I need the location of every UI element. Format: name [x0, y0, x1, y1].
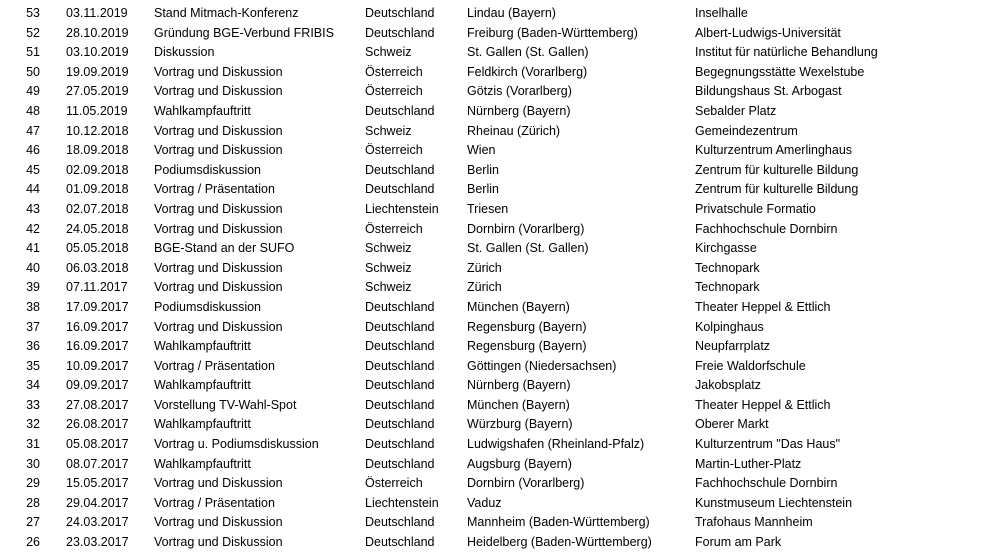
event-type: Vortrag und Diskussion — [154, 515, 283, 530]
event-date: 05.08.2017 — [66, 437, 129, 452]
event-venue: Freie Waldorfschule — [695, 358, 806, 373]
event-number: 40 — [26, 260, 40, 275]
event-date: 02.09.2018 — [66, 162, 129, 177]
event-city: Göttingen (Niedersachsen) — [467, 358, 617, 373]
event-date: 11.05.2019 — [66, 103, 128, 118]
event-country: Liechtenstein — [365, 201, 439, 216]
event-type: Vortrag und Diskussion — [154, 143, 283, 158]
event-type: Gründung BGE-Verbund FRIBIS — [154, 25, 334, 40]
event-date: 07.11.2017 — [66, 280, 128, 295]
event-date: 10.09.2017 — [66, 358, 129, 373]
event-city: München (Bayern) — [467, 299, 570, 314]
event-venue: Albert-Ludwigs-Universität — [695, 25, 841, 40]
event-venue: Gemeindezentrum — [695, 123, 798, 138]
event-type: Vortrag und Diskussion — [154, 319, 283, 334]
event-venue: Kulturzentrum "Das Haus" — [695, 437, 841, 452]
event-date: 16.09.2017 — [66, 319, 129, 334]
table-row — [0, 415, 1000, 435]
event-date: 29.04.2017 — [66, 495, 129, 510]
table-row — [0, 337, 1000, 357]
events-table — [0, 4, 1000, 553]
table-row — [0, 4, 1000, 24]
event-date: 09.09.2017 — [66, 378, 129, 393]
table-row — [0, 513, 1000, 533]
event-venue: Bildungshaus St. Arbogast — [695, 84, 842, 99]
event-number: 50 — [26, 64, 40, 79]
event-date: 15.05.2017 — [66, 476, 129, 491]
event-city: Dornbirn (Vorarlberg) — [467, 476, 585, 491]
table-row — [0, 278, 1000, 298]
event-date: 08.07.2017 — [66, 456, 129, 471]
table-row — [0, 435, 1000, 455]
event-country: Österreich — [365, 143, 423, 158]
event-country: Deutschland — [365, 515, 435, 530]
event-venue: Kolpinghaus — [695, 319, 764, 334]
event-country: Deutschland — [365, 358, 435, 373]
event-type: Vortrag und Diskussion — [154, 260, 283, 275]
table-row — [0, 200, 1000, 220]
event-number: 35 — [26, 358, 40, 373]
event-venue: Inselhalle — [695, 6, 748, 20]
event-number: 52 — [26, 25, 40, 40]
table-row — [0, 239, 1000, 259]
event-city: Mannheim (Baden-Württemberg) — [467, 515, 650, 530]
event-number: 26 — [26, 535, 40, 550]
event-number: 31 — [26, 437, 40, 452]
table-row — [0, 474, 1000, 494]
event-country: Deutschland — [365, 456, 435, 471]
event-type: Vortrag und Diskussion — [154, 280, 283, 295]
event-venue: Begegnungsstätte Wexelstube — [695, 64, 865, 79]
event-city: St. Gallen (St. Gallen) — [467, 241, 589, 256]
event-date: 19.09.2019 — [66, 64, 129, 79]
event-venue: Zentrum für kulturelle Bildung — [695, 162, 859, 177]
event-type: Podiumsdiskussion — [154, 162, 261, 177]
event-type: Wahlkampfauftritt — [154, 417, 251, 432]
event-country: Schweiz — [365, 241, 412, 256]
event-venue: Trafohaus Mannheim — [695, 515, 813, 530]
event-type: Diskussion — [154, 45, 215, 60]
event-city: St. Gallen (St. Gallen) — [467, 45, 589, 60]
event-date: 28.10.2019 — [66, 25, 129, 40]
event-number: 42 — [26, 221, 40, 236]
event-country: Österreich — [365, 476, 423, 491]
event-venue: Jakobsplatz — [695, 378, 762, 393]
event-city: Heidelberg (Baden-Württemberg) — [467, 535, 652, 550]
event-date: 10.12.2018 — [66, 123, 129, 138]
event-number: 53 — [26, 6, 40, 20]
event-date: 02.07.2018 — [66, 201, 129, 216]
event-date: 05.05.2018 — [66, 241, 129, 256]
event-venue: Oberer Markt — [695, 417, 769, 432]
event-city: Wien — [467, 143, 496, 158]
event-country: Österreich — [365, 221, 423, 236]
event-country: Deutschland — [365, 535, 435, 550]
event-venue: Theater Heppel & Ettlich — [695, 299, 831, 314]
table-row — [0, 82, 1000, 102]
event-date: 24.05.2018 — [66, 221, 129, 236]
event-country: Liechtenstein — [365, 495, 439, 510]
event-country: Österreich — [365, 84, 423, 99]
table-row — [0, 455, 1000, 475]
event-number: 32 — [26, 417, 40, 432]
event-date: 03.10.2019 — [66, 45, 129, 60]
event-type: Wahlkampfauftritt — [154, 456, 251, 471]
event-city: Ludwigshafen (Rheinland-Pfalz) — [467, 437, 645, 452]
event-city: Rheinau (Zürich) — [467, 123, 561, 138]
table-row — [0, 24, 1000, 44]
event-number: 34 — [26, 378, 40, 393]
table-row — [0, 43, 1000, 63]
event-country: Deutschland — [365, 299, 435, 314]
event-type: Vortrag und Diskussion — [154, 64, 283, 79]
event-number: 45 — [26, 162, 40, 177]
event-date: 03.11.2019 — [66, 6, 128, 20]
event-venue: Sebalder Platz — [695, 103, 777, 118]
event-city: Feldkirch (Vorarlberg) — [467, 64, 588, 79]
event-number: 44 — [26, 182, 40, 197]
event-number: 27 — [26, 515, 40, 530]
event-number: 41 — [26, 241, 40, 256]
event-venue: Zentrum für kulturelle Bildung — [695, 182, 859, 197]
event-venue: Technopark — [695, 260, 760, 275]
event-country: Schweiz — [365, 45, 412, 60]
event-date: 27.05.2019 — [66, 84, 129, 99]
event-city: Zürich — [467, 280, 502, 295]
event-date: 23.03.2017 — [66, 535, 129, 550]
event-city: Berlin — [467, 182, 499, 197]
table-row — [0, 494, 1000, 514]
event-venue: Kirchgasse — [695, 241, 757, 256]
event-country: Deutschland — [365, 319, 435, 334]
event-type: Vortrag / Präsentation — [154, 358, 275, 373]
event-country: Deutschland — [365, 397, 435, 412]
event-country: Deutschland — [365, 162, 435, 177]
event-number: 30 — [26, 456, 40, 471]
event-venue: Forum am Park — [695, 535, 782, 550]
event-city: Dornbirn (Vorarlberg) — [467, 221, 585, 236]
event-date: 24.03.2017 — [66, 515, 129, 530]
event-venue: Theater Heppel & Ettlich — [695, 397, 831, 412]
table-row — [0, 357, 1000, 377]
event-venue: Fachhochschule Dornbirn — [695, 221, 838, 236]
event-number: 37 — [26, 319, 40, 334]
table-row — [0, 122, 1000, 142]
event-country: Schweiz — [365, 123, 412, 138]
event-country: Deutschland — [365, 339, 435, 354]
event-city: Augsburg (Bayern) — [467, 456, 572, 471]
event-city: Lindau (Bayern) — [467, 6, 556, 20]
event-country: Österreich — [365, 64, 423, 79]
event-city: Würzburg (Bayern) — [467, 417, 573, 432]
table-row — [0, 102, 1000, 122]
event-venue: Fachhochschule Dornbirn — [695, 476, 838, 491]
event-city: Zürich — [467, 260, 502, 275]
event-number: 46 — [26, 143, 40, 158]
event-city: Vaduz — [467, 495, 502, 510]
table-row — [0, 259, 1000, 279]
event-number: 48 — [26, 103, 40, 118]
event-type: Vortrag und Diskussion — [154, 476, 283, 491]
event-country: Deutschland — [365, 417, 435, 432]
event-city: Nürnberg (Bayern) — [467, 378, 571, 393]
table-row — [0, 161, 1000, 181]
event-type: Vortrag und Diskussion — [154, 221, 283, 236]
event-city: Regensburg (Bayern) — [467, 339, 587, 354]
event-number: 51 — [26, 45, 40, 60]
table-row — [0, 376, 1000, 396]
event-type: BGE-Stand an der SUFO — [154, 241, 295, 256]
table-row — [0, 180, 1000, 200]
event-city: Regensburg (Bayern) — [467, 319, 587, 334]
event-venue: Privatschule Formatio — [695, 201, 816, 216]
event-type: Vortrag / Präsentation — [154, 182, 275, 197]
table-row — [0, 298, 1000, 318]
table-row — [0, 220, 1000, 240]
event-date: 27.08.2017 — [66, 397, 129, 412]
event-venue: Neupfarrplatz — [695, 339, 771, 354]
event-date: 01.09.2018 — [66, 182, 129, 197]
table-row — [0, 141, 1000, 161]
event-country: Schweiz — [365, 280, 412, 295]
event-number: 36 — [26, 339, 40, 354]
event-number: 47 — [26, 123, 40, 138]
event-type: Vortrag und Diskussion — [154, 84, 283, 99]
event-date: 06.03.2018 — [66, 260, 129, 275]
event-type: Vortrag u. Podiumsdiskussion — [154, 437, 319, 452]
event-city: Götzis (Vorarlberg) — [467, 84, 572, 99]
event-number: 33 — [26, 397, 40, 412]
table-row — [0, 533, 1000, 553]
table-row — [0, 318, 1000, 338]
table-row — [0, 396, 1000, 416]
event-country: Deutschland — [365, 25, 435, 40]
event-venue: Institut für natürliche Behandlung — [695, 45, 878, 60]
event-number: 29 — [26, 476, 40, 491]
event-type: Podiumsdiskussion — [154, 299, 261, 314]
event-number: 38 — [26, 299, 40, 314]
event-type: Wahlkampfauftritt — [154, 339, 251, 354]
event-country: Deutschland — [365, 6, 435, 20]
event-date: 16.09.2017 — [66, 339, 129, 354]
table-row — [0, 63, 1000, 83]
event-number: 28 — [26, 495, 40, 510]
event-date: 18.09.2018 — [66, 143, 129, 158]
event-country: Deutschland — [365, 437, 435, 452]
event-type: Stand Mitmach-Konferenz — [154, 6, 299, 20]
event-city: Triesen — [467, 201, 509, 216]
event-date: 26.08.2017 — [66, 417, 129, 432]
event-country: Schweiz — [365, 260, 412, 275]
event-type: Vorstellung TV-Wahl-Spot — [154, 397, 297, 412]
event-country: Deutschland — [365, 378, 435, 393]
event-date: 17.09.2017 — [66, 299, 129, 314]
event-type: Vortrag und Diskussion — [154, 535, 283, 550]
event-country: Deutschland — [365, 103, 435, 118]
event-city: Freiburg (Baden-Württemberg) — [467, 25, 638, 40]
event-city: Nürnberg (Bayern) — [467, 103, 571, 118]
event-type: Vortrag und Diskussion — [154, 201, 283, 216]
event-city: Berlin — [467, 162, 499, 177]
event-venue: Technopark — [695, 280, 760, 295]
event-type: Vortrag / Präsentation — [154, 495, 275, 510]
event-venue: Martin-Luther-Platz — [695, 456, 802, 471]
events-table-body — [0, 4, 1000, 553]
event-venue: Kulturzentrum Amerlinghaus — [695, 143, 853, 158]
event-city: München (Bayern) — [467, 397, 570, 412]
event-venue: Kunstmuseum Liechtenstein — [695, 495, 853, 510]
event-country: Deutschland — [365, 182, 435, 197]
event-number: 49 — [26, 84, 40, 99]
event-type: Vortrag und Diskussion — [154, 123, 283, 138]
event-type: Wahlkampfauftritt — [154, 103, 251, 118]
event-number: 39 — [26, 280, 40, 295]
event-number: 43 — [26, 201, 40, 216]
event-type: Wahlkampfauftritt — [154, 378, 251, 393]
